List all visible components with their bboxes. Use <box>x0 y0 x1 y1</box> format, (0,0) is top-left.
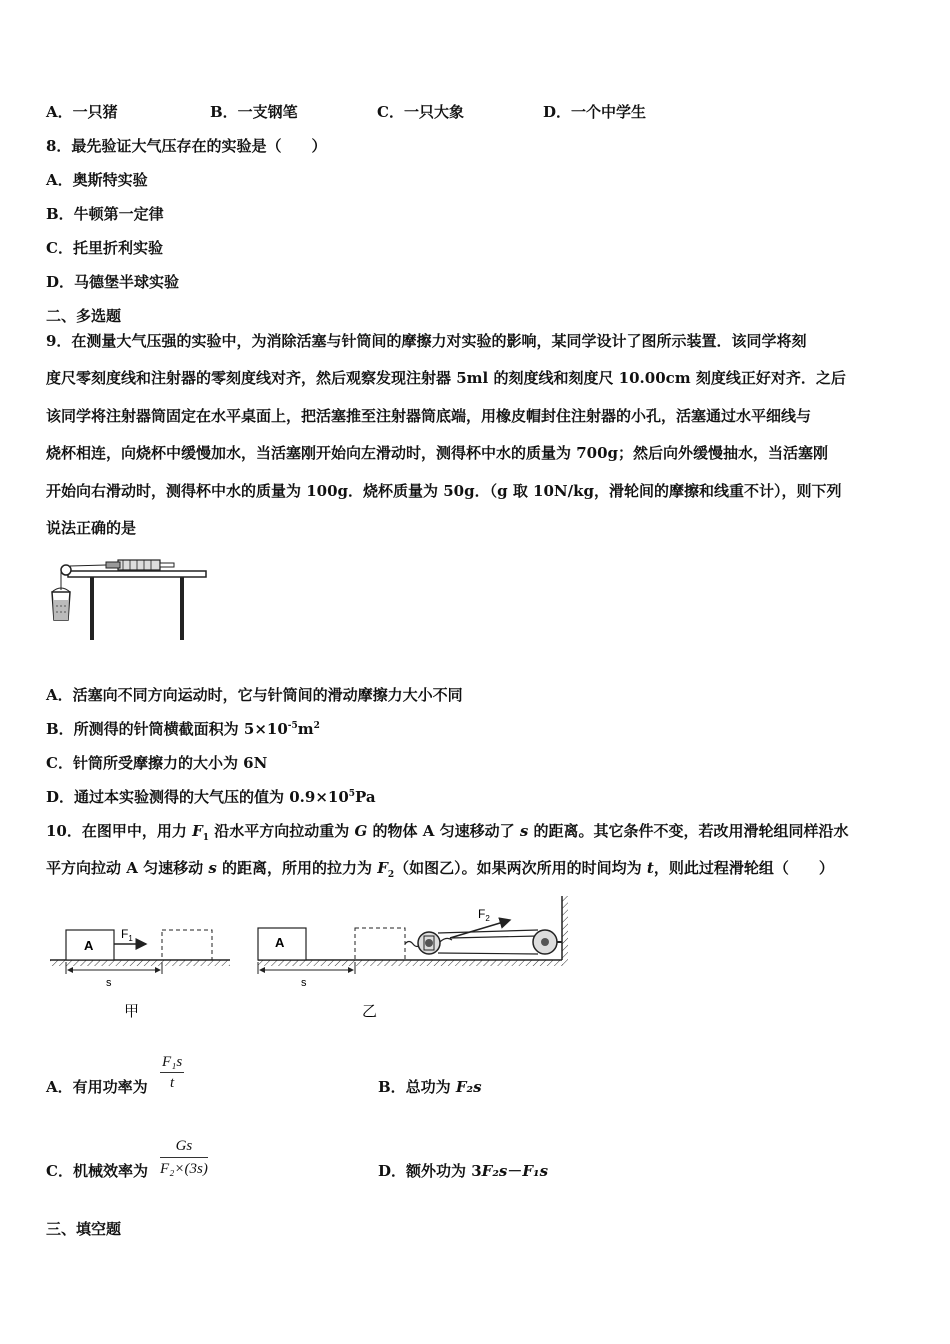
figure-jia <box>50 927 230 1020</box>
q9-option-a: A．活塞向不同方向运动时，它与针筒间的滑动摩擦力大小不同 <box>46 686 463 704</box>
q9-apparatus-figure <box>48 552 210 644</box>
q8-option-d: D．马德堡半球实验 <box>46 273 180 291</box>
block-a-ghost-yi <box>355 928 405 960</box>
q10-option-c-label: C．机械效率为 <box>46 1162 148 1180</box>
syringe-plunger <box>106 562 120 568</box>
block-a-ghost-jia <box>162 930 212 960</box>
caption-yi: 乙 <box>362 1003 378 1020</box>
q9-line-5: 开始向右滑动时，测得杯中水的质量为 100g．烧杯质量为 50g．（g 取 10N/kg，滑轮间的摩擦和线重不计），则下列 <box>46 482 842 500</box>
q10-option-d: D．额外功为 3F₂s－F₁s <box>378 1162 549 1180</box>
q8-option-c: C．托里折利实验 <box>46 239 163 257</box>
syringe-ruler <box>160 563 174 567</box>
figure-yi <box>258 896 568 1020</box>
q10-option-a-label: A．有用功率为 <box>46 1078 148 1096</box>
distance-s-label-yi: s <box>301 977 307 989</box>
q10-option-b: B．总功为 F₂s <box>378 1078 482 1096</box>
q9-line-4: 烧杯相连，向烧杯中缓慢加水，当活塞刚开始向左滑动时，测得杯中水的质量为 700g；然后向外缓慢抽水，当活塞刚 <box>46 444 829 462</box>
q9-line-6: 说法正确的是 <box>46 519 137 537</box>
block-a-label: A <box>84 938 94 953</box>
q8-option-b: B．牛顿第一定律 <box>46 205 164 223</box>
q7-option-a: A．一只猪 <box>46 103 118 121</box>
q9-option-b: B．所测得的针筒横截面积为 $5\times 10^{-5}m^2$ <box>46 720 320 738</box>
q10-option-a-fraction: $\frac{\text{F₁s}}{t}$ <box>162 1054 183 1091</box>
distance-s-label: s <box>106 977 112 989</box>
force-f1-label: $F_1$ <box>121 927 133 943</box>
q8-option-a: A．奥斯特实验 <box>46 171 148 189</box>
string <box>70 565 106 566</box>
q10-option-c-fraction: $\frac{Gs}{\text{F₂×(3s)}}$ <box>160 1135 208 1180</box>
q10-line-2: 平方向拉动 A 匀速移动 s 的距离，所用的拉力为 $F_2$（如图乙）。如果两次所用的时间均为 t，则此过程滑轮组（ ） <box>46 859 834 880</box>
section-heading-fill-in: 三、填空题 <box>46 1220 122 1238</box>
section-heading-multiple-choice: 二、多选题 <box>46 307 122 325</box>
q7-option-d: D．一个中学生 <box>543 103 647 121</box>
force-f2-arrow <box>450 920 510 938</box>
q7-option-c: C．一只大象 <box>377 103 464 121</box>
q10-figures <box>48 892 573 1024</box>
table-top <box>68 571 206 577</box>
q7-option-b: B．一支钢笔 <box>210 103 298 121</box>
q8-stem: 8．最先验证大气压存在的实验是（ ） <box>46 137 327 155</box>
caption-jia: 甲 <box>124 1003 140 1020</box>
block-a-label-yi: A <box>275 935 285 950</box>
q9-line-1: 9．在测量大气压强的实验中，为消除活塞与针筒间的摩擦力对实验的影响，某同学设计了图所示装置．该同学将刻 <box>46 332 807 350</box>
force-f2-label: $F_2$ <box>478 907 490 923</box>
pulley <box>61 565 71 575</box>
q9-option-c: C．针筒所受摩擦力的大小为 6N <box>46 754 268 772</box>
syringe-barrel <box>118 560 160 570</box>
q9-line-3: 该同学将注射器筒固定在水平桌面上，把活塞推至注射器筒底端，用橡皮帽封住注射器的小孔，活塞通过水平细线与 <box>46 407 812 425</box>
q10-line-1: 10．在图甲中，用力 $F_1$ 沿水平方向拉动重为 G 的物体 A 匀速移动了 s 的距离。其它条件不变，若改用滑轮组同样沿水 <box>46 822 849 843</box>
q9-line-2: 度尺零刻度线和注射器的零刻度线对齐，然后观察发现注射器 5ml 的刻度线和刻度尺 10.00cm 刻度线正好对齐．之后 <box>46 369 846 387</box>
q9-option-d: D．通过本实验测得的大气压的值为 $0.9\times 10^5Pa$ <box>46 788 376 806</box>
